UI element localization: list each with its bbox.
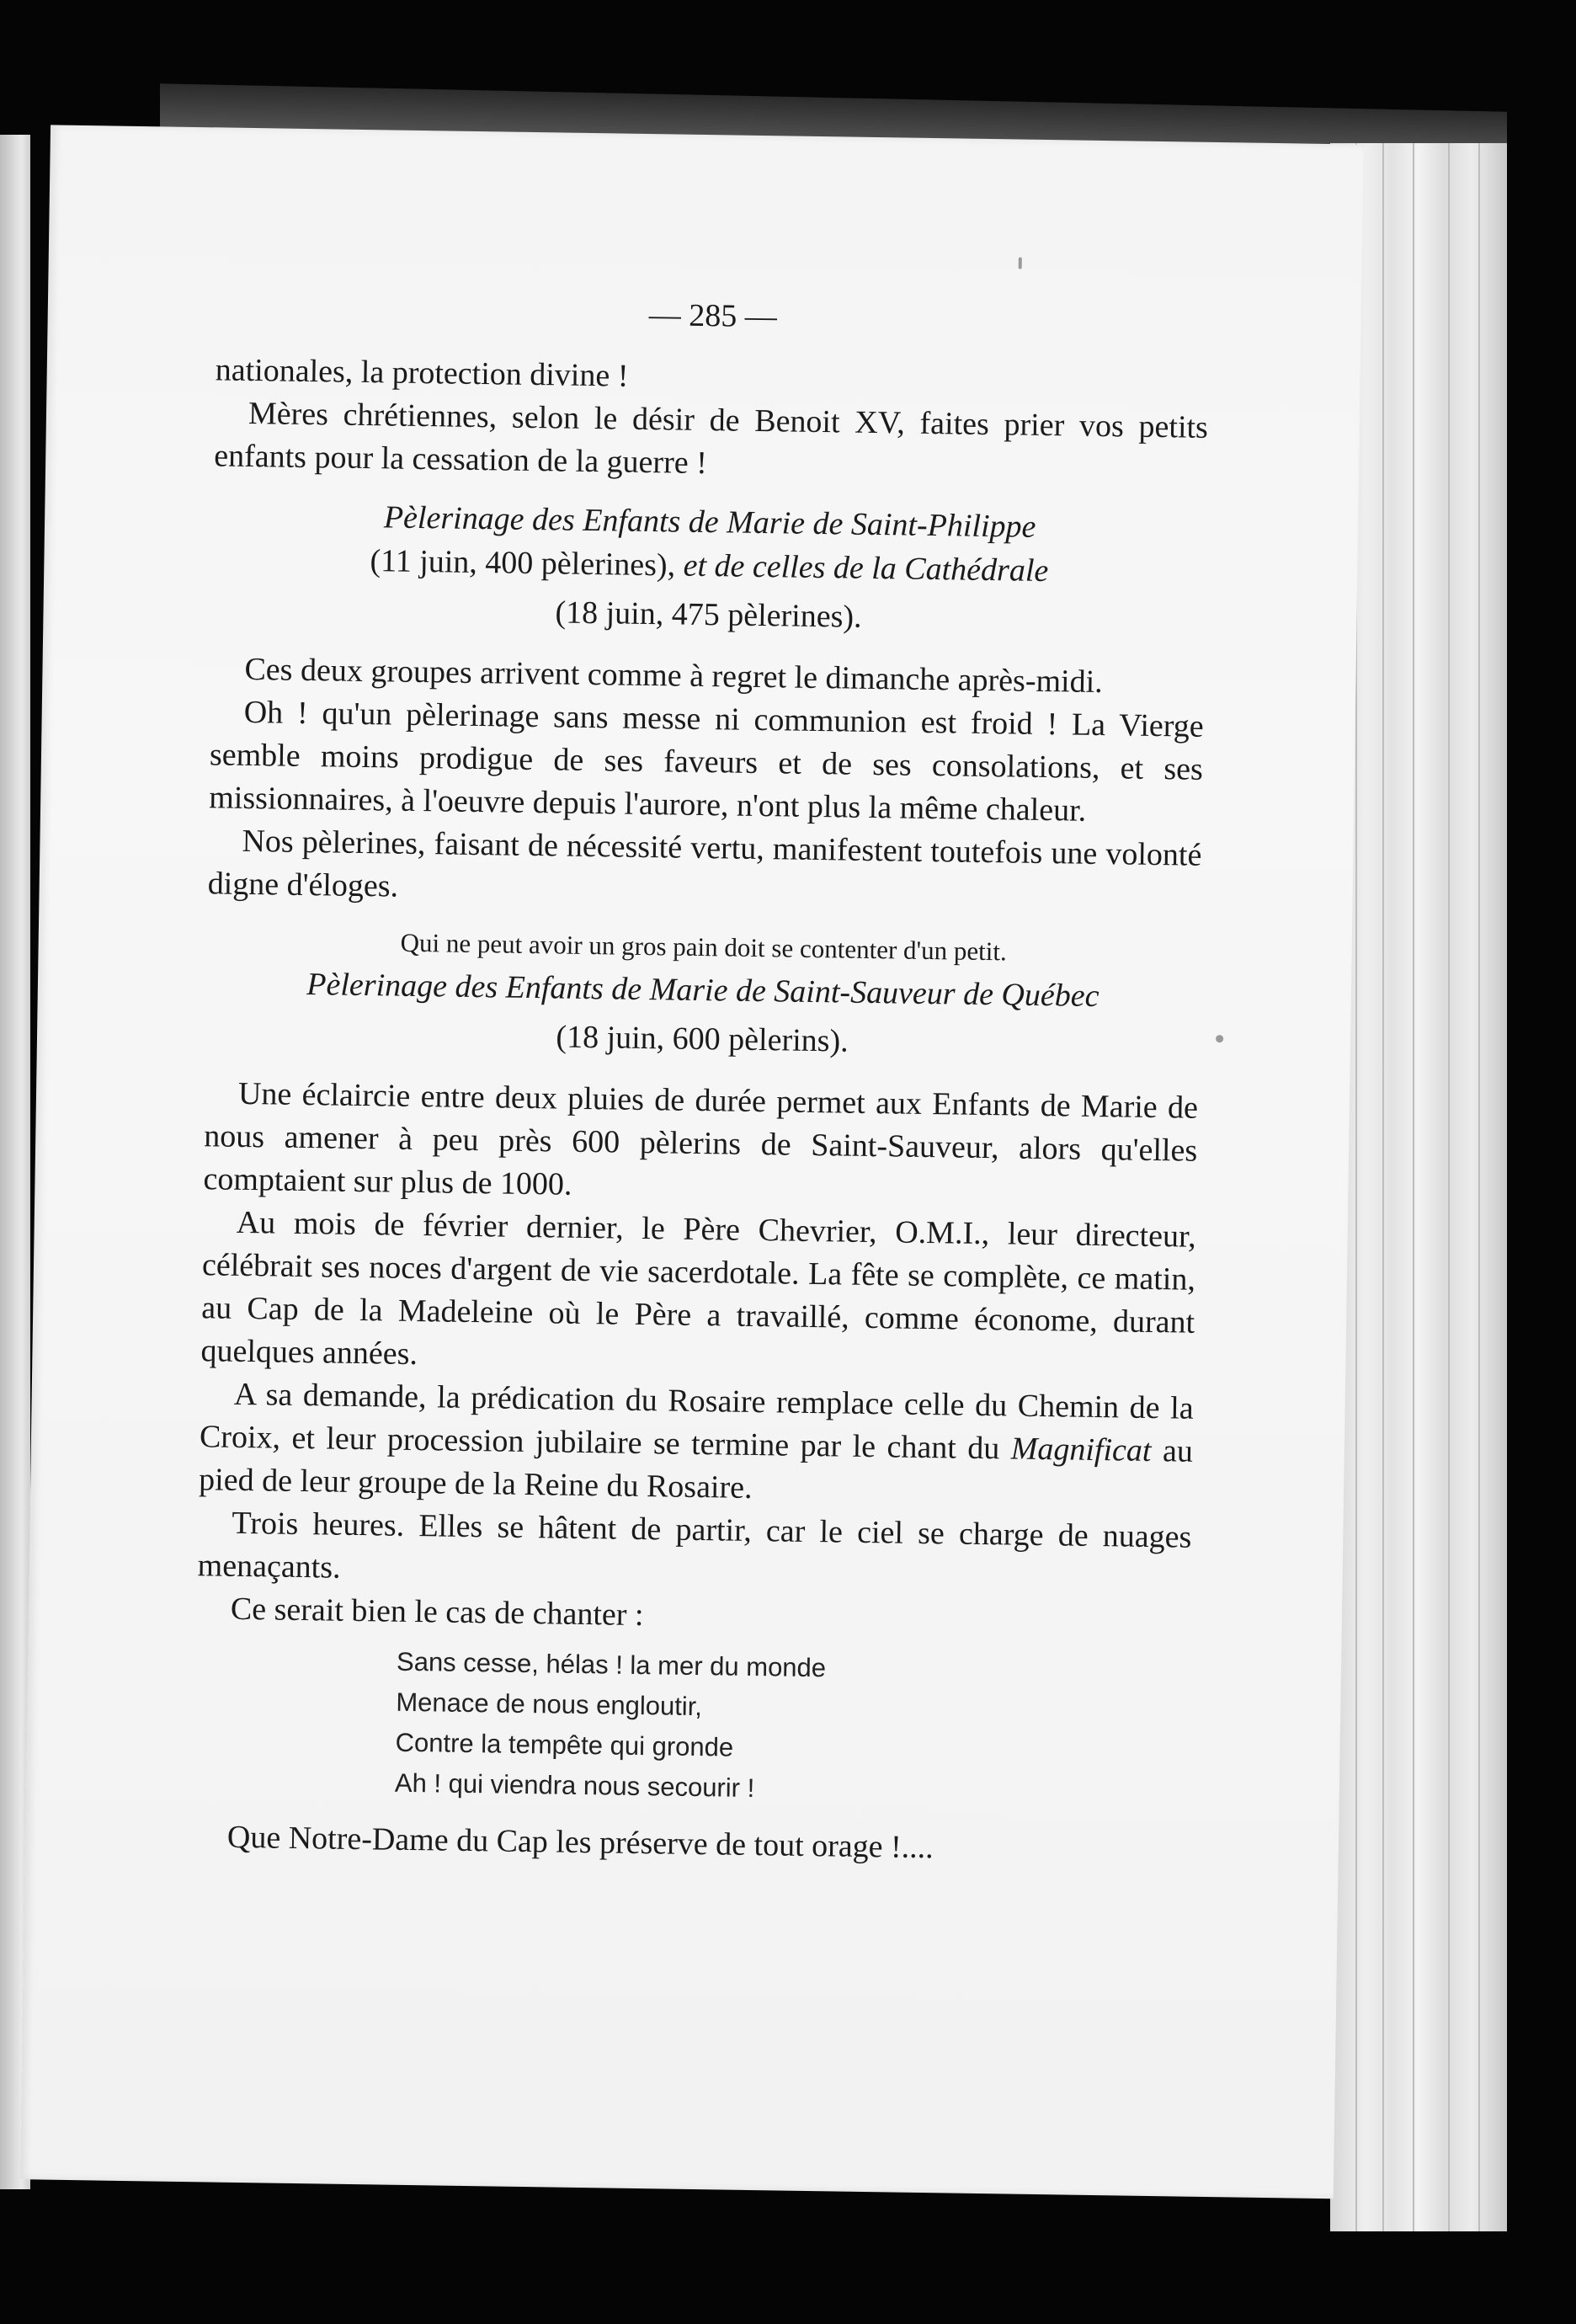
poem-line: Menace de nous engloutir, <box>396 1687 703 1722</box>
paragraph-7: Au mois de février dernier, le Père Chevrier, O.M.I., leur directeur, célébrait ses noces d'argent de vie sacerdotale. La fête se complète, ce matin, au Cap de la Madeleine où le Père a travaillé, comme économe, durant quelques années. <box>200 1204 1196 1373</box>
poem-line: Contre la tempête qui gronde <box>395 1727 734 1762</box>
closing-line: Que Notre-Dame du Cap les préserve de tout orage !.... <box>226 1819 934 1866</box>
paragraph-8-end: au pied de leur groupe de la Reine du Rosaire. <box>198 1433 1194 1506</box>
magnificat-title: Magnificat <box>1010 1431 1152 1468</box>
poem-line: Sans cesse, hélas ! la mer du monde <box>396 1646 827 1683</box>
paragraph-10: Ce serait bien le cas de chanter : <box>230 1591 644 1634</box>
poem-line: Ah ! qui viendra nous secourir ! <box>394 1767 755 1804</box>
paragraph-5: Nos pèlerines, faisant de nécessité vertu, manifestent toutefois une volonté digne d'éloges. <box>207 823 1202 904</box>
page-number: — 285 — <box>648 296 778 335</box>
paragraph-8-start: A sa demande, la prédication du Rosaire remplace celle du Chemin de la Croix, et leur procession jubilaire se termine par le chant du <box>199 1376 1194 1467</box>
paragraph-8 <box>199 1373 1194 1516</box>
proverb-line: Qui ne peut avoir un gros pain doit se contenter d'un petit. <box>400 927 1007 967</box>
heading-line-2-dates: (11 juin, 400 pèlerines), <box>370 543 676 584</box>
section-heading-saint-sauveur-date: (18 juin, 600 pèlerins). <box>556 1019 849 1059</box>
paragraph-6: Une éclaircie entre deux pluies de durée permet aux Enfants de Marie de nous amener à peu près 600 pèlerins de Saint-Sauveur, alors qu'elles comptaient sur plus de 1000. <box>203 1075 1199 1202</box>
paragraph-4: Oh ! qu'un pèlerinage sans messe ni communion est froid ! La Vierge semble moins prodigue de ses faveurs et de ses consolations, et ses missionnaires, à l'oeuvre depuis l'aurore, n'ont plus la même chaleur. <box>208 694 1204 829</box>
heading-line-3: (18 juin, 475 pèlerines). <box>555 594 862 635</box>
heading-line-1: Pèlerinage des Enfants de Marie de Saint-Philippe <box>383 499 1036 545</box>
section-heading-saint-sauveur: Pèlerinage des Enfants de Marie de Saint-Sauveur de Québec <box>306 967 1099 1015</box>
section-heading-saint-philippe <box>212 493 1206 594</box>
paragraph-2: Mères chrétiennes, selon le désir de Benoit XV, faites prier vos petits enfants pour la cessation de la guerre ! <box>213 395 1209 482</box>
page-text <box>194 287 1211 1873</box>
book-page <box>20 125 1364 2199</box>
heading-line-2-cathedrale: et de celles de la Cathédrale <box>683 547 1049 589</box>
poem-stanza <box>395 1642 1190 1815</box>
paragraph-1: nationales, la protection divine ! <box>215 352 629 394</box>
paragraph-9: Trois heures. Elles se hâtent de partir, car le ciel se charge de nuages menaçants. <box>197 1505 1192 1586</box>
dust-speck <box>1216 1035 1223 1042</box>
paragraph-3: Ces deux groupes arrivent comme à regret le dimanche après-midi. <box>244 651 1104 701</box>
dust-speck <box>1019 258 1022 269</box>
